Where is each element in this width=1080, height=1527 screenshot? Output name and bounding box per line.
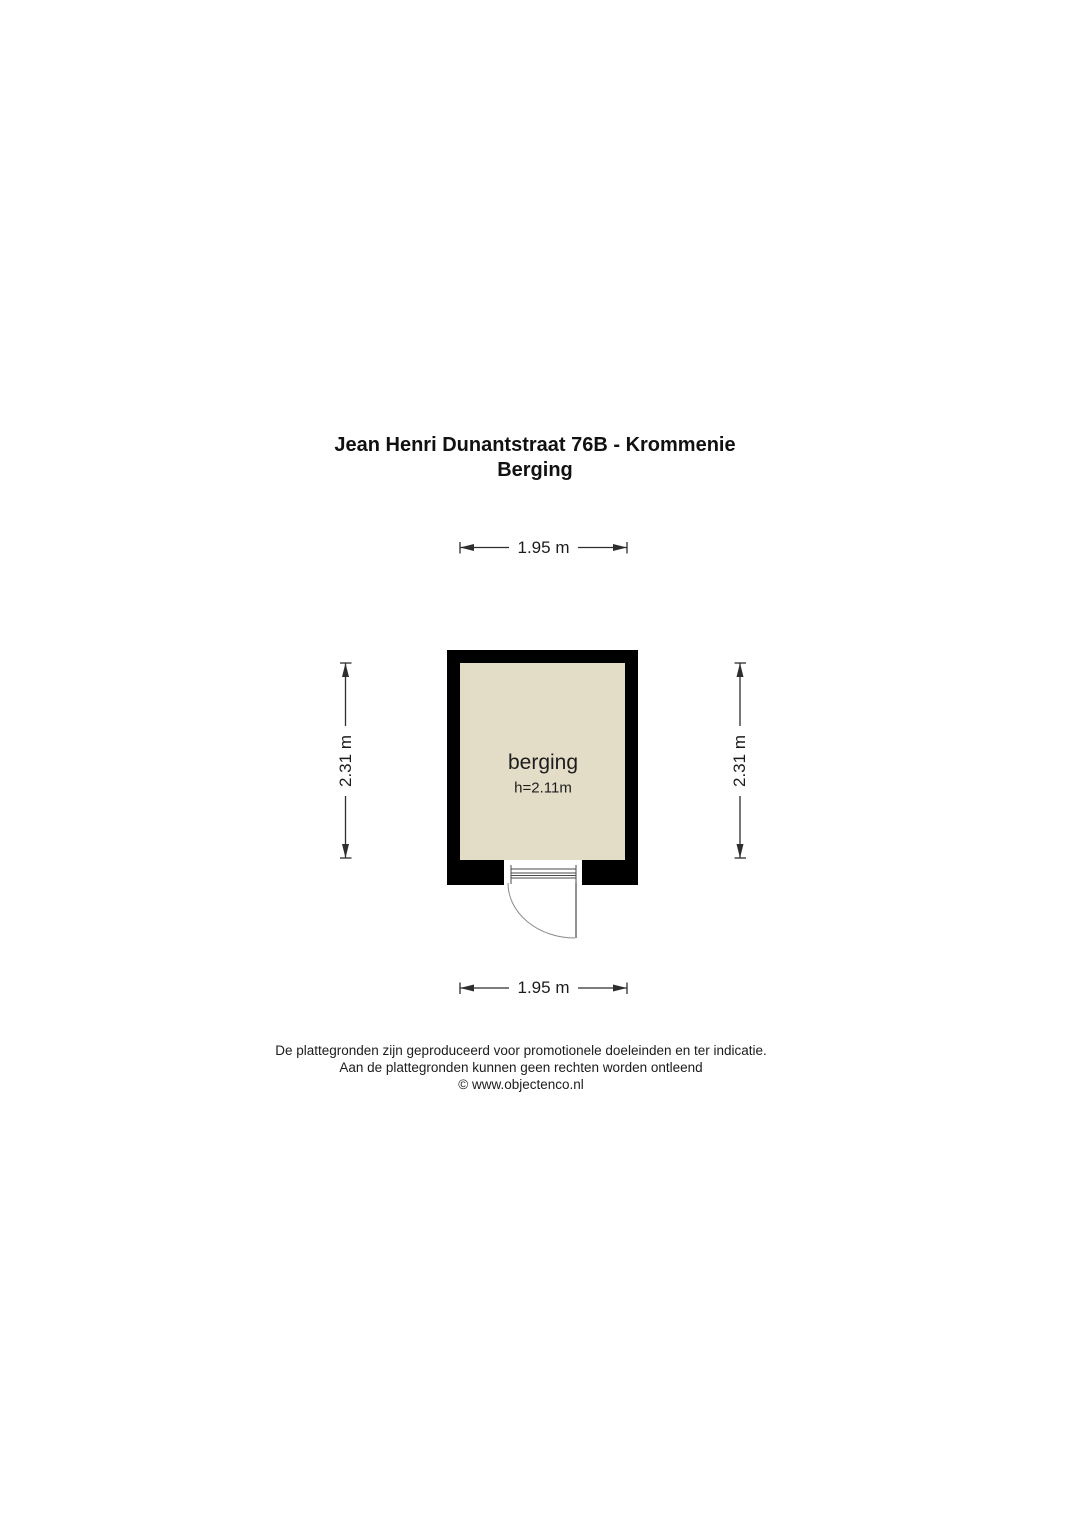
copyright-line: © www.objectenco.nl bbox=[458, 1077, 584, 1092]
footer-disclaimer bbox=[275, 1042, 767, 1093]
page-title: Jean Henri Dunantstraat 76B - Krommenie bbox=[334, 434, 736, 456]
door-swing bbox=[508, 883, 576, 938]
disclaimer-line-1: De plattegronden zijn geproduceerd voor promotionele doeleinden en ter indicatie. bbox=[275, 1043, 767, 1058]
page-subtitle: Berging bbox=[497, 459, 573, 481]
disclaimer-line-2: Aan de plattegronden kunnen geen rechten worden ontleend bbox=[339, 1060, 703, 1075]
room-height-label: h=2.11m bbox=[514, 779, 572, 797]
dimension-label-bottom: 1.95 m bbox=[509, 977, 579, 999]
door-arc bbox=[508, 883, 575, 938]
dimension-label-left: 2.31 m bbox=[335, 726, 357, 796]
dimension-label-right: 2.31 m bbox=[729, 726, 751, 796]
room-name-label: berging bbox=[507, 751, 579, 774]
dimension-label-top: 1.95 m bbox=[509, 537, 579, 559]
